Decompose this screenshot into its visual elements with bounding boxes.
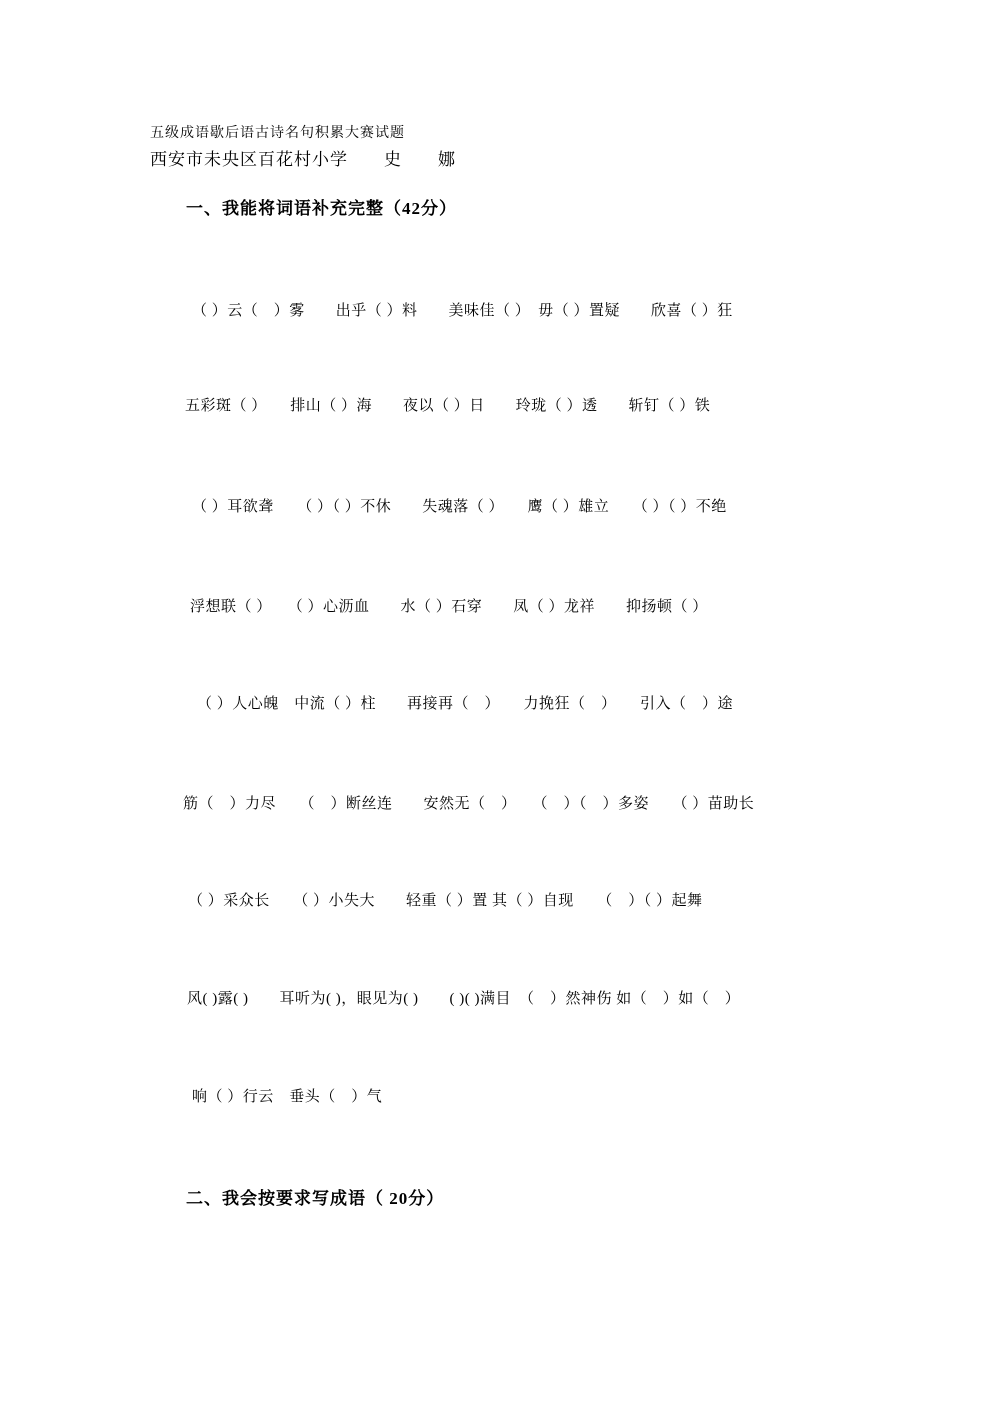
- document-subtitle: 西安市未央区百花村小学 史 娜: [150, 150, 456, 169]
- fill-in-row-2: 五彩斑（ ） 排山（ ）海 夜以（ ）日 玲珑（ ）透 斩钉（ ）铁: [185, 398, 711, 414]
- fill-in-row-7: （ ）采众长 （ ）小失大 轻重（ ）置 其（ ）自现 （ ）（ ）起舞: [188, 893, 703, 909]
- fill-in-row-6: 筋（ ）力尽 （ ）断丝连 安然无（ ） （ ）（ ）多姿 （ ）苗助长: [183, 796, 755, 812]
- section2-heading: 二、我会按要求写成语（ 20分）: [186, 1189, 445, 1208]
- section1-heading: 一、我能将词语补充完整（42分）: [186, 199, 457, 218]
- fill-in-row-5: （ ）人心魄 中流（ ）柱 再接再（ ） 力挽狂（ ） 引入（ ）途: [197, 696, 734, 712]
- document-title: 五级成语歇后语古诗名句积累大赛试题: [150, 126, 405, 141]
- fill-in-row-3: （ ）耳欲聋 （ ）（ ）不休 失魂落（ ） 鹰（ ）雄立 （ ）（ ）不绝: [192, 499, 727, 515]
- fill-in-row-9: 响（ ）行云 垂头（ ）气: [192, 1089, 383, 1105]
- fill-in-row-1: （ ）云（ ）雾 出乎（ ）料 美味佳（ ） 毋（ ）置疑 欣喜（ ）狂: [192, 303, 733, 319]
- fill-in-row-4: 浮想联（ ） （ ）心沥血 水（ ）石穿 凤（ ）龙祥 抑扬顿（ ）: [190, 599, 708, 615]
- fill-in-row-8: 风( )露( ) 耳听为( )，眼见为( ) ( )( )满目 （ ）然神伤 如（ ）如（ ）: [187, 991, 741, 1007]
